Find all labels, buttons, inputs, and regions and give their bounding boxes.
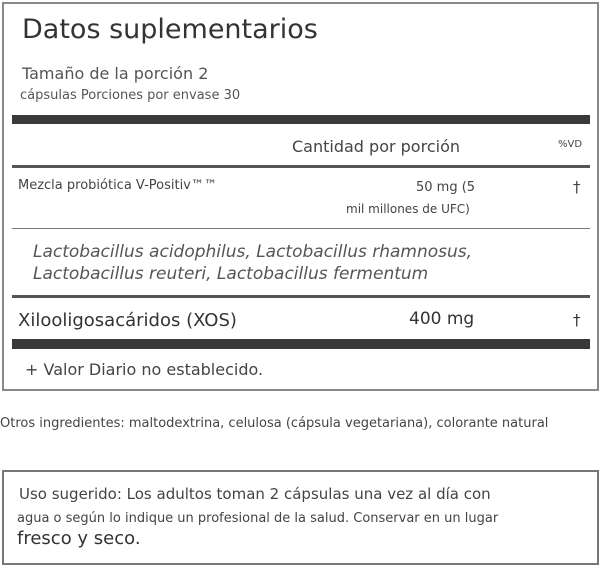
probiotic-blend-dv: † [573,178,581,196]
servings-per-container: cápsulas Porciones por envase 30 [20,88,241,103]
amount-per-serving-header: Cantidad por porción [292,137,460,156]
suggested-use-line-1: Uso sugerido: Los adultos toman 2 cápsulas una vez al día con [19,485,491,503]
xos-dv: † [573,311,581,329]
serving-size: Tamaño de la porción 2 [22,64,209,83]
top-divider-bar [12,115,590,124]
panel-title: Datos suplementarios [22,14,318,45]
daily-value-footnote: + Valor Diario no establecido. [25,360,264,379]
xos-name: Xilooligosacáridos (XOS) [18,310,237,331]
probiotic-blend-cfu: mil millones de UFC) [346,202,470,216]
probiotic-blend-name: Mezcla probiótica V-Positiv™™ [18,178,217,193]
probiotic-blend-amount: 50 mg (5 [416,180,476,195]
other-ingredients: Otros ingredientes: maltodextrina, celulosa (cápsula vegetariana), colorante natural [0,416,549,431]
probiotic-strains: Lactobacillus acidophilus, Lactobacillus rhamnosus, Lactobacillus reuteri, Lactobacillus fermentum [33,242,473,284]
daily-value-header: %VD [558,139,583,150]
row-divider [12,228,590,229]
xos-amount: 400 mg [409,309,475,329]
bottom-divider-bar [12,339,590,349]
strains-divider [12,295,590,298]
suggested-use-line-3: fresco y seco. [17,528,141,549]
header-divider [12,165,590,168]
supplement-facts-panel [2,2,599,391]
suggested-use-line-2: agua o según lo indique un profesional de la salud. Conservar en un lugar [17,511,499,526]
